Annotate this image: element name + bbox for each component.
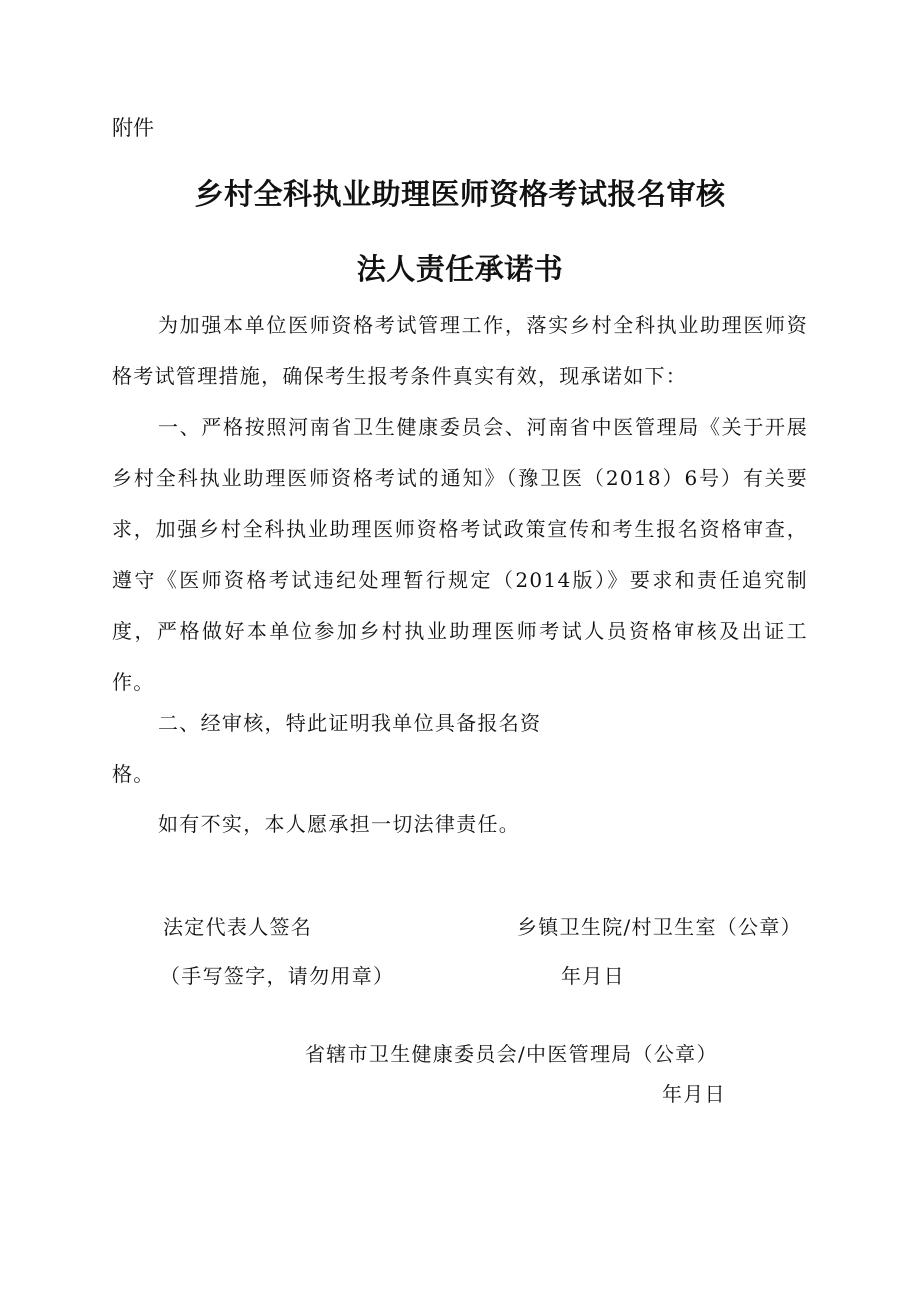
clause-two-paragraph bbox=[112, 698, 808, 800]
city-date: 年月日 bbox=[662, 1082, 726, 1106]
document-title-line1: 乡村全科执业助理医师资格考试报名审核 bbox=[194, 177, 726, 211]
intro-paragraph: 为加强本单位医师资格考试管理工作，落实乡村全科执业助理医师资格考试管理措施，确保考生报考条件真实有效，现承诺如下： bbox=[112, 313, 808, 388]
clause-one-paragraph: 一、严格按照河南省卫生健康委员会、河南省中医管理局《关于开展乡村全科执业助理医师资格考试的通知》（豫卫医（2018）6号）有关要求，加强乡村全科执业助理医师资格考试政策宣传和考生报名资格审查，遵守《医师资格考试违纪处理暂行规定（2014版）》要求和责任追究制度，严格做好本单位参加乡村执业助理医师考试人员资格审核及出证工作。 bbox=[112, 415, 808, 694]
liability-statement: 如有不实，本人愿承担一切法律责任。 bbox=[158, 812, 521, 836]
township-unit-seal-label: 乡镇卫生院/村卫生室（公章） bbox=[517, 915, 802, 939]
clause-two-line1: 二、经审核，特此证明我单位具备报名资 bbox=[158, 711, 542, 735]
city-organization-seal-label: 省辖市卫生健康委员会/中医管理局（公章） bbox=[305, 1042, 718, 1066]
attachment-label: 附件 bbox=[112, 116, 154, 140]
handwrite-note: （手写签字，请勿用章） bbox=[160, 964, 395, 988]
legal-representative-signature-label: 法定代表人签名 bbox=[163, 915, 313, 939]
document-title-line2: 法人责任承诺书 bbox=[356, 252, 564, 286]
clause-two-line2: 格。 bbox=[112, 762, 155, 786]
township-date: 年月日 bbox=[561, 964, 625, 988]
